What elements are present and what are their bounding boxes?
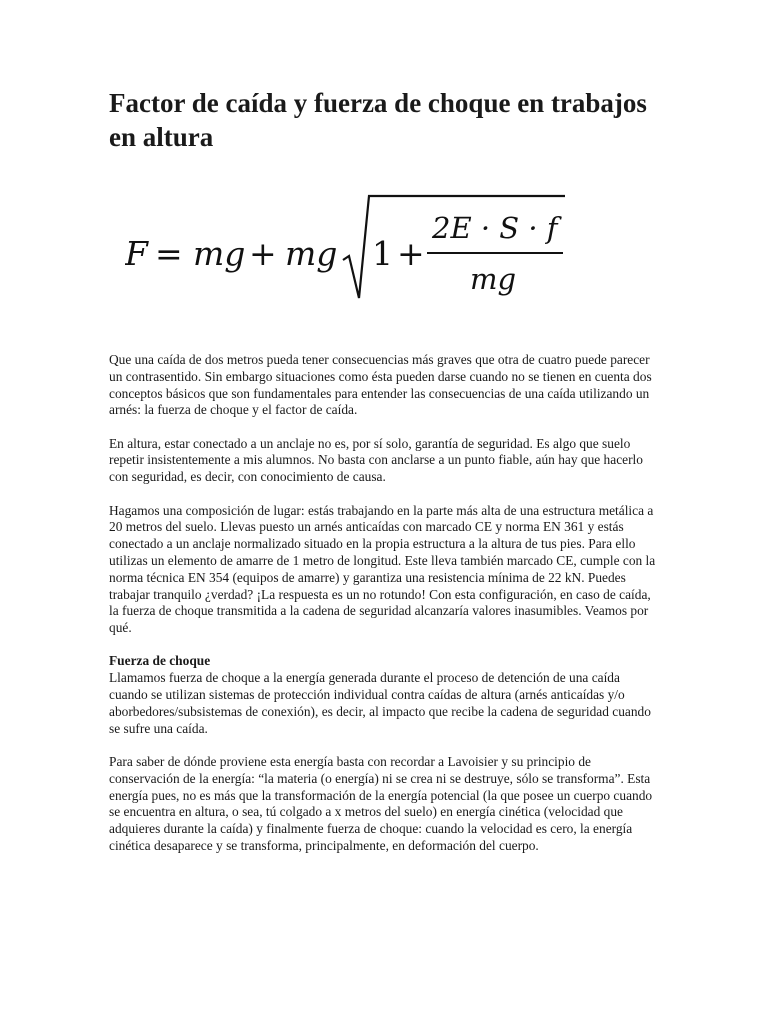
formula-numerator: 2E · S · f [432, 211, 558, 245]
paragraph-scenario: Hagamos una composición de lugar: estás trabajando en la parte más alta de una estructura metálica a 20 metros del suelo. Llevas puesto un arnés anticaídas con marcado CE y norma EN 361 y estás conectado a un anclaje normalizado situado en la propia estructura a la altura de tus pies. Para ello utilizas un elemento de amarre de 1 metro de longitud. Este lleva también marcado CE, cumple con la norma técnica EN 354 (equipos de amarre) y garantiza una resistencia mínima de 22 kN. Puedes trabajar tranquilo ¿verdad? ¡La respuesta es un no rotundo! Con esta configuración, en caso de caída, la fuerza de choque transmitida a la cadena de seguridad alcanzaría valores inasumibles. Veamos por qué. [109, 502, 656, 636]
formula-term-mg-2: mg [285, 234, 338, 273]
paragraph-definition: Llamamos fuerza de choque a la energía generada durante el proceso de detención de una caída cuando se utilizan sistemas de protección individual contra caídas de altura (arnés anticaídas y/o aborbedores/subsistemas de conexión), es decir, al impacto que recibe la cadena de seguridad cuando se sufre una caída. [109, 670, 651, 736]
formula-plus-2: + [397, 234, 425, 273]
formula-denominator: mg [470, 262, 517, 296]
formula-equals: = [155, 234, 183, 273]
paragraph-intro: Que una caída de dos metros pueda tener consecuencias más graves que otra de cuatro puede parecer un contrasentido. Sin embargo situaciones como ésta pueden darse cuando no se tienen en cuenta dos conceptos básicos que son fundamentales para entender las consecuencias de una caída utilizando un arnés: la fuerza de choque y el factor de caída. [109, 352, 652, 418]
section-fuerza-de-choque [109, 653, 659, 737]
formula-term-mg-1: mg [193, 234, 246, 273]
article-body [109, 352, 659, 871]
formula-one: 1 [372, 234, 393, 273]
page-title: Factor de caída y fuerza de choque en trabajos en altura [109, 88, 647, 152]
paragraph-energy: Para saber de dónde proviene esta energía basta con recordar a Lavoisier y su principio de conservación de la energía: “la materia (o energía) ni se crea ni se destruye, sólo se transforma”. Esta energía pues, no es más que la transformación de la energía potencial (la que posee un cuerpo cuando se encuentra en altura, o sea, tú colgado a x metros del suelo) en energía cinética (velocidad que adquieres durante la caída) y finalmente fuerza de choque: cuando la velocidad es cero, la energía cinética desaparece y se transforma, principalmente, en deformación del cuerpo. [109, 753, 653, 853]
formula-plus-1: + [249, 234, 277, 273]
formula-lhs: F [125, 234, 148, 273]
section-heading: Fuerza de choque [109, 653, 211, 669]
fall-force-formula [125, 190, 575, 310]
paragraph-anchorage: En altura, estar conectado a un anclaje no es, por sí solo, garantía de seguridad. Es algo que suelo repetir insistentemente a mis alumnos. No basta con anclarse a un punto fiable, aún hay que hacerlo con seguridad, es decir, con conocimiento de causa. [109, 435, 643, 485]
